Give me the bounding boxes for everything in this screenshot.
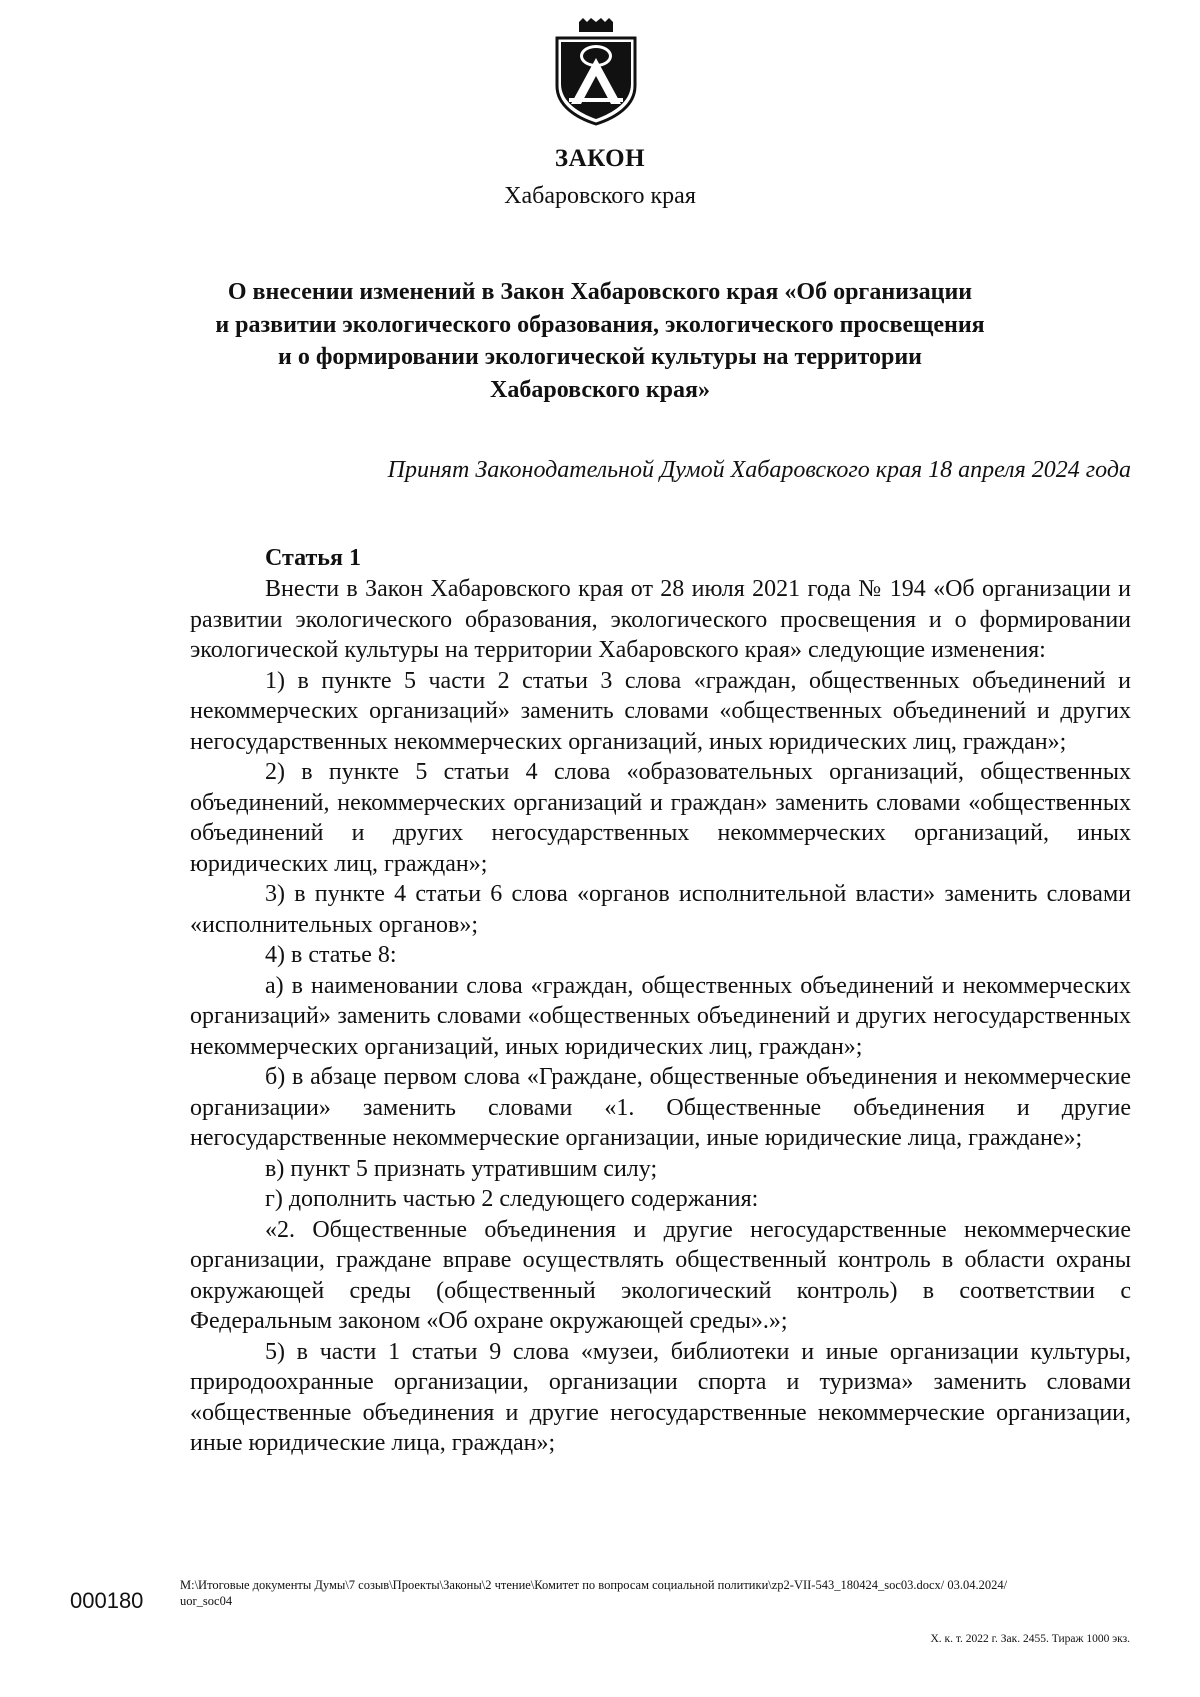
- paragraph: 3) в пункте 4 статьи 6 слова «органов исполнительной власти» заменить словами «исполнительных органов»;: [190, 881, 1131, 938]
- region-subtitle: Хабаровского края: [504, 183, 696, 209]
- heading-line: О внесении изменений в Закон Хабаровского края «Об организации: [227, 279, 973, 305]
- heading-line: и о формировании экологической культуры на территории: [278, 344, 922, 370]
- article-title: Статья 1: [265, 545, 361, 571]
- adoption-note: Принят Законодательной Думой Хабаровского края 18 апреля 2024 года: [387, 457, 1131, 483]
- paragraph: 4) в статье 8:: [265, 942, 397, 968]
- article-body: [190, 574, 1131, 1459]
- law-heading: [190, 276, 1010, 406]
- file-path: [180, 1577, 1140, 1609]
- paragraph: в) пункт 5 признать утратившим силу;: [265, 1155, 658, 1182]
- law-title: ЗАКОН: [554, 145, 646, 172]
- document-code: 000180: [70, 1588, 144, 1613]
- print-info: Х. к. т. 2022 г. Зак. 2455. Тираж 1000 экз.: [930, 1633, 1130, 1645]
- heading-line: Хабаровского края»: [490, 376, 710, 403]
- paragraph: «2. Общественные объединения и другие негосударственные некоммерческие организации, граждане вправе осуществлять общественный контроль в области охраны окружающей среды (общественный экологический контроль) в соответствии с Федеральным законом «Об охране окружающей среды».»;: [190, 1216, 1131, 1334]
- paragraph: 2) в пункте 5 статьи 4 слова «образовательных организаций, общественных объединений, некоммерческих организаций и граждан» заменить словами «общественных объединений и других негосударственных некоммерческих организаций, иных юридических лиц, граждан»;: [190, 759, 1131, 877]
- paragraph: Внести в Закон Хабаровского края от 28 июля 2021 года № 194 «Об организации и развитии экологического образования, экологического просвещения и о формировании экологической культуры на территории Хабаровского края» следующие изменения:: [190, 576, 1131, 663]
- file-path-line: uor_soc04: [180, 1594, 233, 1608]
- paragraph: 1) в пункте 5 части 2 статьи 3 слова «граждан, общественных объединений и некоммерческих организаций» заменить словами «общественных объединений и других негосударственных некоммерческих организаций, иных юридических лиц, граждан»;: [190, 667, 1131, 755]
- file-path-line: M:\Итоговые документы Думы\7 созыв\Проекты\Законы\2 чтение\Комитет по вопросам социальной политики\zp2-VII-543_180424_soc03.docx/ 03.04.2024/: [180, 1578, 1008, 1592]
- coat-of-arms-emblem: [549, 18, 643, 126]
- paragraph: а) в наименовании слова «граждан, общественных объединений и некоммерческих организаций» заменить словами «общественных объединений и других негосударственных некоммерческих организаций, иных юридических лиц, граждан»;: [190, 972, 1131, 1060]
- heading-line: и развитии экологического образования, экологического просвещения: [215, 311, 985, 338]
- paragraph: б) в абзаце первом слова «Граждане, общественные объединения и некоммерческие организации» заменить словами «1. Общественные объединения и другие негосударственные некоммерческие организации, иные юридические лица, граждане»;: [190, 1064, 1131, 1151]
- paragraph: г) дополнить частью 2 следующего содержания:: [265, 1186, 759, 1212]
- paragraph: 5) в части 1 статьи 9 слова «музеи, библиотеки и иные организации культуры, природоохранные организации, организации спорта и туризма» заменить словами «общественные объединения и другие негосударственные некоммерческие организации, иные юридические лица, граждан»;: [190, 1338, 1131, 1456]
